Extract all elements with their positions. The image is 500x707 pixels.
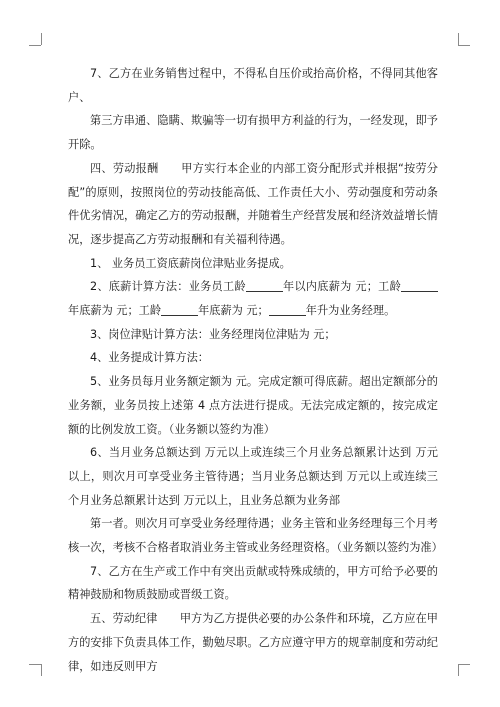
blank-years-2[interactable] bbox=[401, 279, 438, 292]
paragraph-labor-remuneration: 四、劳动报酬 甲方实行本企业的内部工资分配形式并根据“按劳分配”的原则，按照岗位的劳动技能高低、工作责任大小、劳动强度和劳动条件优劣情况，确定乙方的劳动报酬，并随着生产经营发展和经济效益增长情况，逐步提高乙方劳动报酬和有关福利待遇。 bbox=[68, 161, 438, 246]
paragraph-salary-components: 1、 业务员工资底薪岗位津贴业务提成。 bbox=[90, 256, 291, 270]
document-body bbox=[68, 62, 443, 678]
blank-years-1[interactable] bbox=[246, 279, 283, 292]
paragraph-base-salary-method bbox=[68, 275, 438, 322]
paragraph-rewards: 7、乙方在生产或工作中有突出贡献或特殊成绩的，甲方可给予必要的精神鼓励和物质鼓励或晋级工资。 bbox=[68, 564, 438, 602]
base-salary-text-b: 年以内底薪为 元；工龄 bbox=[282, 280, 401, 294]
paragraph-commission-method: 4、业务提成计算方法： bbox=[90, 351, 209, 365]
paragraph-labor-discipline: 五、劳动纪律 甲方为乙方提供必要的办公条件和环境，乙方应在甲方的安排下负责具体工作，勤勉尽职。乙方应遵守甲方的规章制度和劳动纪律，如违反则甲方 bbox=[68, 612, 438, 673]
base-salary-text-e: 年升为业务经理。 bbox=[305, 304, 396, 318]
paragraph-evaluation: 第一者。则次月可享受业务经理待遇；业务主管和业务经理每三个月考核一次，考核不合格者取消业务主管或业务经理资格。（业务额以签约为准） bbox=[68, 517, 443, 555]
paragraph-post-allowance: 3、岗位津贴计算方法：业务经理岗位津贴为 元； bbox=[90, 327, 336, 341]
base-salary-text-c: 年底薪为 元；工龄 bbox=[68, 304, 162, 318]
blank-years-4[interactable] bbox=[269, 303, 306, 316]
base-salary-text-a: 2、底薪计算方法：业务员工龄 bbox=[90, 280, 246, 294]
blank-years-3[interactable] bbox=[161, 303, 198, 316]
base-salary-text-d: 年底薪为 元； bbox=[198, 304, 269, 318]
paragraph-sales-conduct: 7、乙方在业务销售过程中，不得私自压价或抬高价格，不得同其他客户、 bbox=[68, 67, 438, 104]
paragraph-promotion-criteria: 6、当月业务总额达到 万元以上或连续三个月业务总额累计达到 万元以上，则次月可享受业务主管待遇；当月业务总额达到 万元以上或连续三个月业务总额累计达到 万元以上，且业务总额为业务部 bbox=[68, 446, 438, 507]
paragraph-sales-conduct-cont: 第三方串通、隐瞒、欺骗等一切有损甲方利益的行为，一经发现，即予开除。 bbox=[68, 114, 438, 152]
paragraph-monthly-quota: 5、业务员每月业务额定额为 元。完成定额可得底薪。超出定额部分的业务额，业务员按上述第 4 点方法进行提成。无法完成定额的，按完成定额的比例发放工资。（业务额以签约为准） bbox=[68, 375, 438, 436]
